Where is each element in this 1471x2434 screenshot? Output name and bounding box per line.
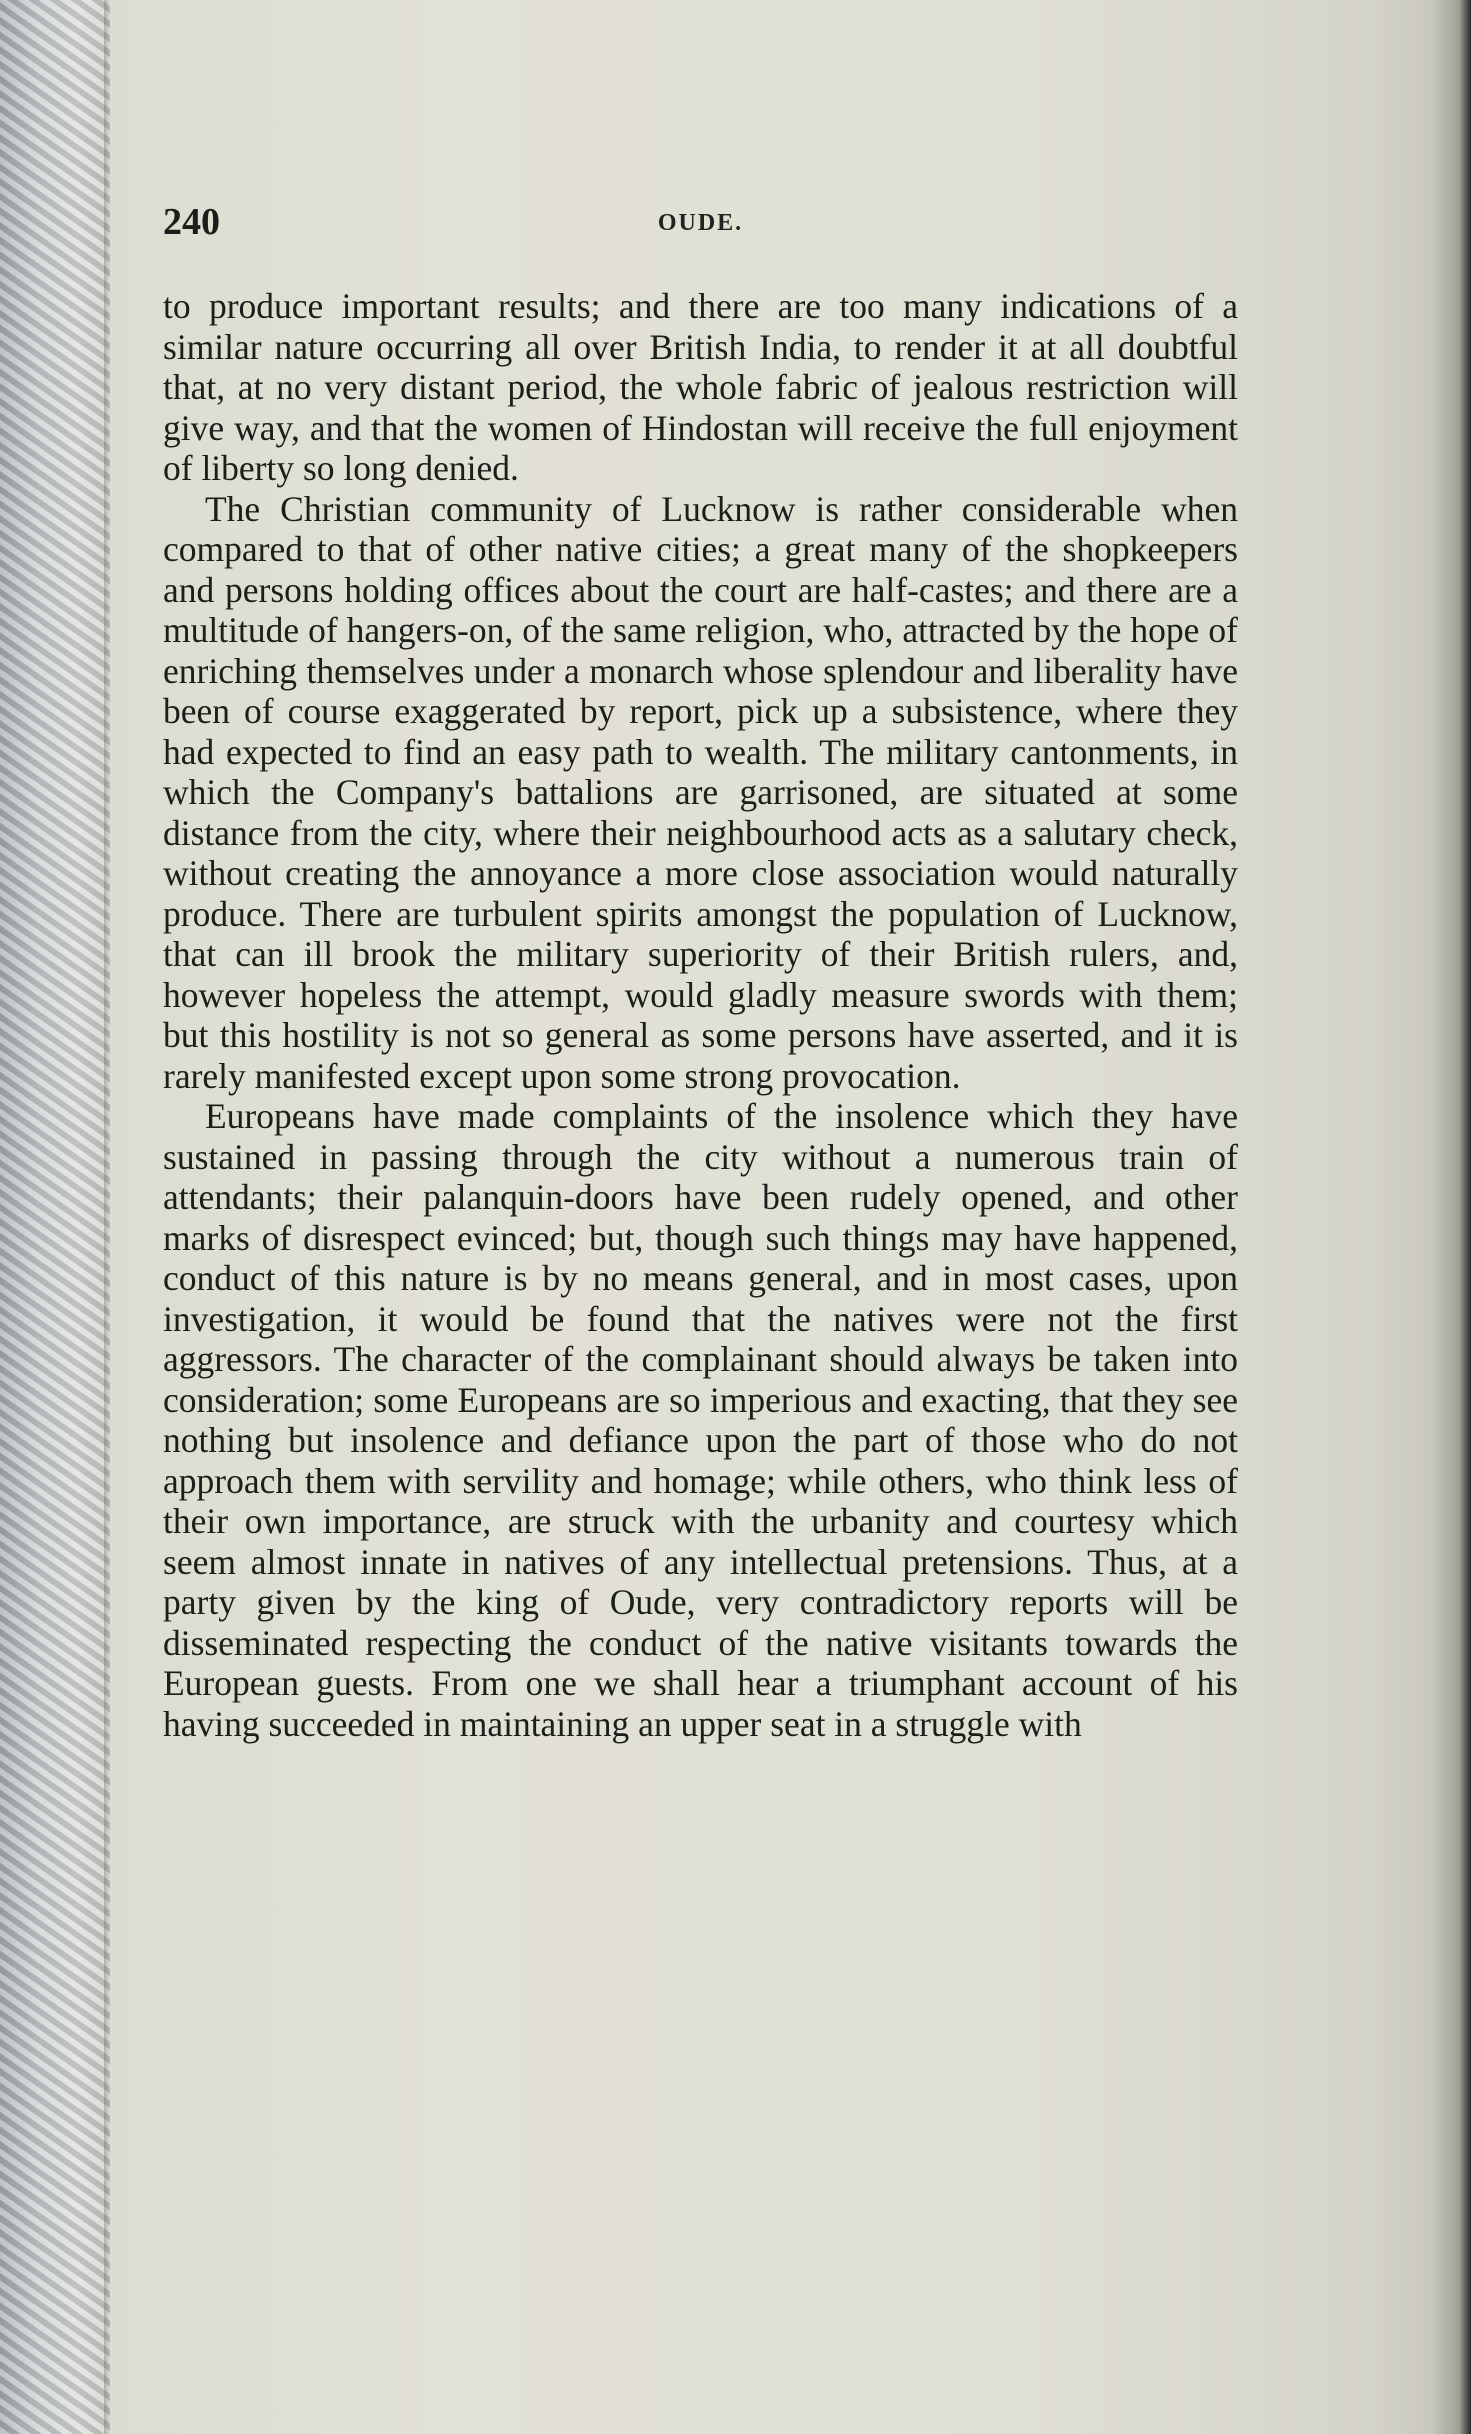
page-edge-shadow — [1431, 0, 1471, 2434]
page-header — [163, 200, 1238, 260]
running-head: OUDE. — [657, 210, 744, 236]
paragraph: The Christian community of Lucknow is rather considerable when compared to that of other native cities; a great many of the shopkeepers and persons holding offices about the court are half-castes; and there are a multitude of hangers-on, of the same religion, who, attracted by the hope of enriching themselves under a monarch whose splendour and liberality have been of course exaggerated by report, pick up a subsistence, where they had expected to find an easy path to wealth. The military cantonments, in which the Company's battalions are garrisoned, are situated at some distance from the city, where their neighbourhood acts as a salutary check, without creating the annoyance a more close association would naturally produce. There are turbulent spirits amongst the population of Lucknow, that can ill brook the military superiority of their British rulers, and, however hopeless the attempt, would gladly measure swords with them; but this hostility is not so general as some persons have asserted, and it is rarely manifested except upon some strong provocation. — [163, 488, 1238, 1096]
body-text — [163, 286, 1238, 1744]
paragraph: Europeans have made complaints of the insolence which they have sustained in passing through the city without a numerous train of attendants; their palanquin-doors have been rudely opened, and other marks of disrespect evinced; but, though such things may have happened, conduct of this nature is by no means general, and in most cases, upon investigation, it would be found that the natives were not the first aggressors. The character of the complainant should always be taken into consideration; some Europeans are so imperious and exacting, that they see nothing but insolence and defiance upon the part of those who do not approach them with servility and homage; while others, who think less of their own importance, are struck with the urbanity and courtesy which seem almost innate in natives of any intellectual pretensions. Thus, at a party given by the king of Oude, very contradictory reports will be disseminated respecting the conduct of the native visitants towards the European guests. From one we shall hear a triumphant account of his having succeeded in maintaining an upper seat in a struggle with — [163, 1096, 1238, 1744]
page-number: 240 — [163, 201, 220, 243]
gutter-shadow — [104, 0, 110, 2434]
paragraph: to produce important results; and there are too many indications of a similar nature occurring all over British India, to render it at all doubtful that, at no very distant period, the whole fabric of jealous restriction will give way, and that the women of Hindostan will receive the full enjoyment of liberty so long denied. — [163, 286, 1238, 488]
book-binding — [0, 0, 110, 2434]
